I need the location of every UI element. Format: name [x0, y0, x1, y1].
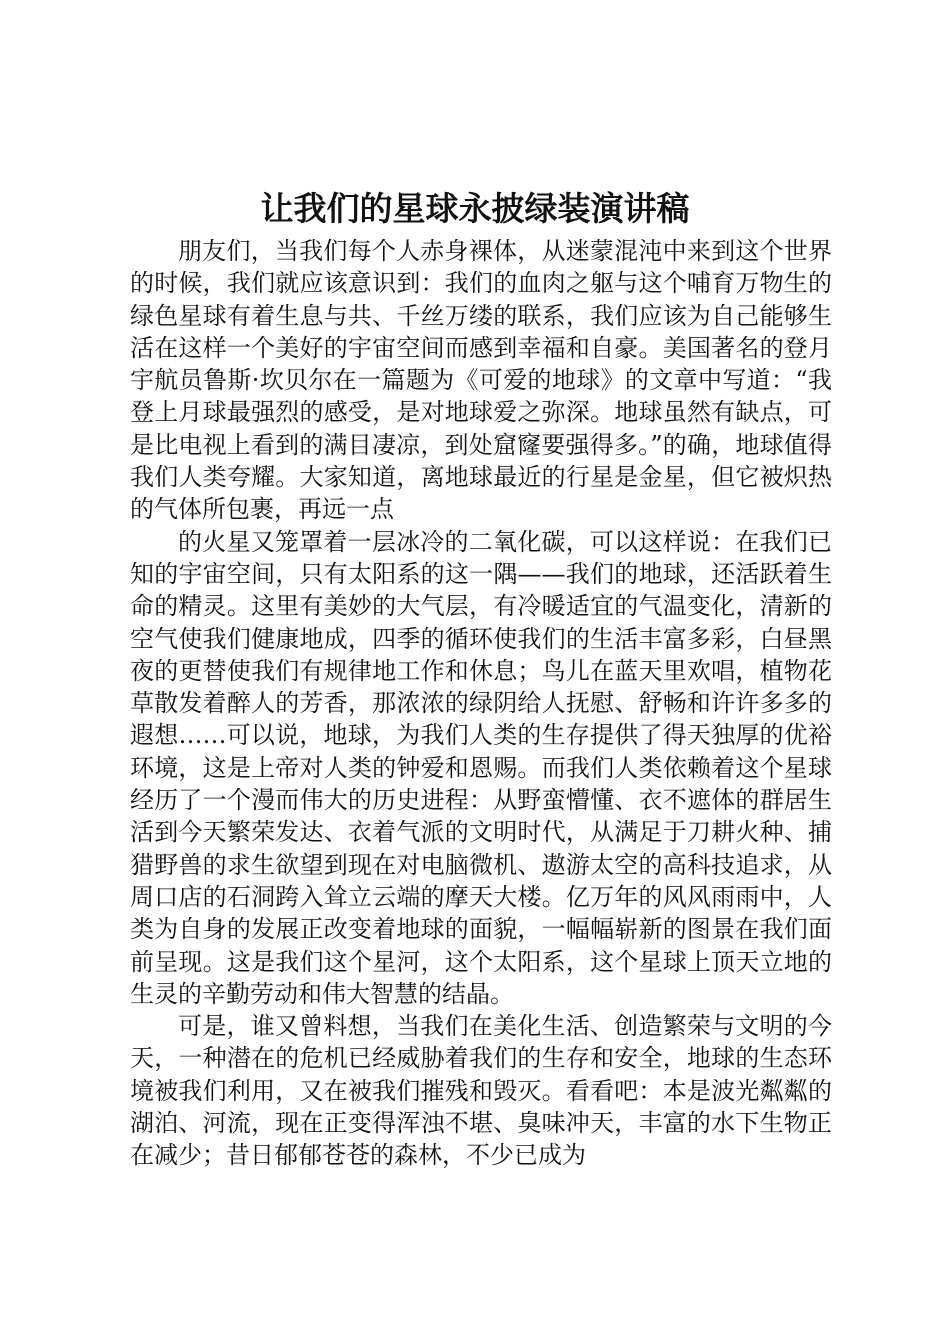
document-body [130, 235, 832, 1172]
paragraph-2: 的火星又笼罩着一层冰冷的二氧化碳，可以这样说：在我们已知的宇宙空间，只有太阳系的这一隅——我们的地球，还活跃着生命的精灵。这里有美妙的大气层，有冷暖适宜的气温变化，清新的空气使我们健康地成，四季的循环使我们的生活丰富多彩，白昼黑夜的更替使我们有规律地工作和休息；鸟儿在蓝天里欢唱，植物花草散发着醉人的芳香，那浓浓的绿阴给人抚慰、舒畅和许许多多的遐想……可以说，地球，为我们人类的生存提供了得天独厚的优裕环境，这是上帝对人类的钟爱和恩赐。而我们人类依赖着这个星球经历了一个漫而伟大的历史进程：从野蛮懵懂、衣不遮体的群居生活到今天繁荣发达、衣着气派的文明时代，从满足于刀耕火种、捕猎野兽的求生欲望到现在对电脑微机、遨游太空的高科技追求，从周口店的石洞跨入耸立云端的摩天大楼。亿万年的风风雨雨中，人类为自身的发展正改变着地球的面貌，一幅幅崭新的图景在我们面前呈现。这是我们这个星河，这个太阳系，这个星球上顶天立地的生灵的辛勤劳动和伟大智慧的结晶。 [130, 527, 832, 1008]
paragraph-3: 可是，谁又曾料想，当我们在美化生活、创造繁荣与文明的今天，一种潜在的危机已经威胁着我们的生存和安全，地球的生态环境被我们利用，又在被我们摧残和毁灭。看看吧：本是波光粼粼的湖泊、河流，现在正变得浑浊不堪、臭味冲天，丰富的水下生物正在减少；昔日郁郁苍苍的森林，不少已成为 [130, 1012, 832, 1170]
document-title: 让我们的星球永披绿装演讲稿 [260, 189, 690, 228]
paragraph-1: 朋友们，当我们每个人赤身裸体，从迷蒙混沌中来到这个世界的时候，我们就应该意识到：我们的血肉之躯与这个哺育万物生的绿色星球有着生息与共、千丝万缕的联系，我们应该为自己能够生活在这样一个美好的宇宙空间而感到幸福和自豪。美国著名的登月宇航员鲁斯·坎贝尔在一篇题为《可爱的地球》的文章中写道：“我登上月球最强烈的感受，是对地球爱之弥深。地球虽然有缺点，可是比电视上看到的满目凄凉，到处窟窿要强得多。”的确，地球值得我们人类夸耀。大家知道，离地球最近的行星是金星，但它被炽热的气体所包裹，再远一点 [130, 237, 832, 524]
